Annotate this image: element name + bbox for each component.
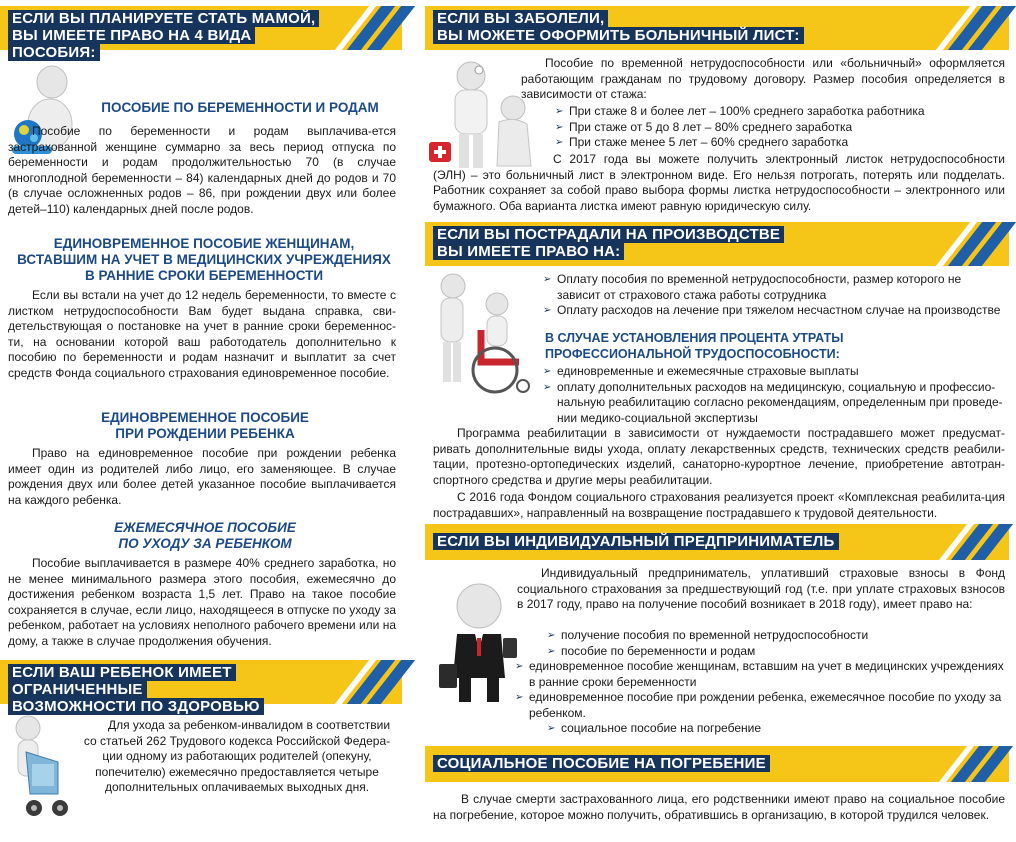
banner-sick-line2: ВЫ МОЖЕТЕ ОФОРМИТЬ БОЛЬНИЧНЫЙ ЛИСТ: [433, 27, 804, 44]
stroller-figure-icon [6, 712, 72, 822]
entrepreneur-benefit-item: ➢ единовременное пособие женщинам, вставшим на учет в медицинских учреждениях в ранние сроки беременности [515, 659, 1005, 690]
banner-mother-line1: ЕСЛИ ВЫ ПЛАНИРУЕТЕ СТАТЬ МАМОЙ, [8, 10, 319, 27]
burial-text: В случае смерти застрахованного лица, его родственники имеют право на социальное пособие на погребение, которое можно получить, обратившись в организацию, в которой трудился человек. [433, 792, 1005, 822]
birth-benefit-title-line2: ПРИ РОЖДЕНИИ РЕБЕНКА [115, 426, 295, 441]
childcare-title-line1: ЕЖЕМЕСЯЧНОЕ ПОСОБИЕ [114, 520, 296, 535]
rehab-project-text: С 2016 года Фондом социального страхования реализуется проект «Комплексная реабилита-ция пострадавших», направленный на возвращение пострадавшего к трудовой деятельности. [433, 490, 1005, 520]
banner-disabled-child [0, 660, 402, 715]
childcare-title [40, 520, 370, 552]
early-registration-title: ЕДИНОВРЕМЕННОЕ ПОСОБИЕ ЖЕНЩИНАМ, ВСТАВШИМ НА УЧЕТ В МЕДИЦИНСКИХ УЧРЕЖДЕНИЯХ В РАННИЕ СРОКИ БЕРЕМЕННОСТИ [17, 236, 391, 283]
entrepreneur-benefit-item: ➢ единовременное пособие при рождении ребенка, ежемесячное пособие по уходу за ребенком. [515, 690, 1005, 721]
banner-injury-line2: ВЫ ИМЕЕТЕ ПРАВО НА: [433, 243, 624, 260]
banner-sick [425, 6, 1009, 50]
sick-stage-item: ➢ При стаже от 5 до 8 лет – 80% среднего заработка [555, 120, 1005, 136]
wheelchair-figure-icon [431, 270, 539, 400]
entrepreneur-benefit-item: ➢ получение пособия по временной нетрудоспособности [547, 628, 1005, 644]
injury-right-item: ➢ Оплату пособия по временной нетрудоспособности, размер которого не зависит от страхового стажа работы сотрудника [543, 272, 1005, 303]
entrepreneur-benefits-list [515, 628, 1005, 737]
disability-percent-title: В СЛУЧАЕ УСТАНОВЛЕНИЯ ПРОЦЕНТА УТРАТЫ ПРОФЕССИОНАЛЬНОЙ ТРУДОСПОСОБНОСТИ: [545, 331, 844, 361]
birth-benefit-text: Право на единовременное пособие при рождении ребенка имеет один из родителей либо лицо, его заменяющее. В случае рождения двух или более детей указанное пособие выплачивается на каждого ребенка. [8, 446, 396, 507]
banner-burial [425, 746, 1009, 782]
childcare-title-line2: ПО УХОДУ ЗА РЕБЕНКОМ [118, 536, 292, 551]
sick-stage-list [555, 104, 1005, 151]
banner-mother-line2: ВЫ ИМЕЕТЕ ПРАВО НА 4 ВИДА ПОСОБИЯ: [8, 27, 255, 61]
disabled-child-text: Для ухода за ребенком-инвалидом в соответствии со статьей 262 Трудового кодекса Российской Федера-ции одному из работающих родителей (опекуну, попечителю) ежемесячно предоставляется четыре дополнительных оплачиваемых выходных дня. [83, 718, 391, 794]
sick-intro-text: Пособие по временной нетрудоспособности или «больничный» оформляется работающим гражданам по трудовому договору. Размер пособия определяется в зависимости от стажа: [521, 56, 1005, 101]
banner-injury-line1: ЕСЛИ ВЫ ПОСТРАДАЛИ НА ПРОИЗВОДСТВЕ [433, 226, 784, 243]
sick-stage-item: ➢ При стаже менее 5 лет – 60% среднего заработка [555, 135, 1005, 151]
maternity-title: ПОСОБИЕ ПО БЕРЕМЕННОСТИ И РОДАМ [101, 100, 379, 115]
entrepreneur-benefit-item: ➢ пособие по беременности и родам [547, 644, 1005, 660]
banner-mother [0, 6, 402, 61]
injury-right-item: ➢ Оплату расходов на лечение при тяжелом несчастном случае на производстве [543, 303, 1005, 319]
banner-burial-line1: СОЦИАЛЬНОЕ ПОСОБИЕ НА ПОГРЕБЕНИЕ [433, 755, 770, 772]
banner-sick-line1: ЕСЛИ ВЫ ЗАБОЛЕЛИ, [433, 10, 608, 27]
banner-disabled-child-line2: ВОЗМОЖНОСТИ ПО ЗДОРОВЬЮ [8, 698, 264, 715]
birth-benefit-title-line1: ЕДИНОВРЕМЕННОЕ ПОСОБИЕ [101, 410, 309, 425]
entrepreneur-benefit-item: ➢ социальное пособие на погребение [547, 721, 1005, 737]
sick-stage-item: ➢ При стаже 8 и более лет – 100% среднего заработка работника [555, 104, 1005, 120]
injury-rights-list [543, 272, 1005, 319]
entrepreneur-intro-text: Индивидуальный предприниматель, уплативший страховые взносы в Фонд социального страхования за предшествующий год (т.е. при уплате страховых взносов в 2017 году, право на получение пособий возникает в 2018 году), имеет право на: [517, 566, 1005, 611]
maternity-text: Пособие по беременности и родам выплачива-ется застрахованной женщине суммарно за весь период отпуска по беременности и родам продолжительностью 70 (в случае многоплодной беременности – 84) календарных дней до родов и 70 (в случае осложненных родов – 86, при рождении двух или более детей–110) календарных дней после родов. [8, 124, 396, 216]
birth-benefit-title [40, 410, 370, 442]
banner-entrepreneur [425, 524, 1009, 560]
eln-text: С 2017 года вы можете получить электронный листок нетрудоспособности (ЭЛН) – это больничный лист в электронном виде. Его нельзя потрогать, потерять или подделать. Работник сохраняет за собой право выбора формы листка нетрудоспособности – электронного или бумажного. Оба варианта листка имеют равную юридическую силу. [433, 152, 1005, 213]
rehab-program-text: Программа реабилитации в зависимости от нуждаемости пострадавшего может предусмат-ривать дополнительные виды ухода, оплату лекарственных средств, технических средств реабили-тации, протезно-ортопедических изделий, санаторно-курортное лечение, приобретение автотран-спортного средства и другие меры реабилитации. [433, 426, 1005, 487]
childcare-text: Пособие выплачивается в размере 40% среднего заработка, но не менее минимального размера этого пособия, ежемесячно до достижения ребенком возраста 1,5 лет. Право на такое пособие сохраняется в случае, если лицо, находящееся в отпуске по уходу за ребенком, работает на условиях неполного рабочего времени или на дому, а также в случае продолжения обучения. [8, 556, 396, 648]
disability-payments-list [543, 364, 1005, 426]
banner-injury [425, 222, 1009, 266]
businessman-figure-icon [433, 580, 525, 706]
disability-payment-item: ➢ оплату дополнительных расходов на медицинскую, социальную и профессио-нальную реабилитацию согласно рекомендациям, определенным при проведе-нии медико-социальной экспертизы [543, 380, 1005, 427]
disability-payment-item: ➢ единовременные и ежемесячные страховые выплаты [543, 364, 1005, 380]
early-registration-text: Если вы встали на учет до 12 недель беременности, то вместе с листком нетрудоспособности Вам будет выдана справка, сви-детельствующая о постановке на учет в ранние сроки беременнос-ти, на основании которой ваш работодатель дополнительно к пособию по беременности и родам назначит и выплатит за счет средств Фонда социального страхования единовременное пособие. [8, 288, 396, 380]
banner-disabled-child-line1: ЕСЛИ ВАШ РЕБЕНОК ИМЕЕТ ОГРАНИЧЕННЫЕ [8, 664, 236, 698]
banner-entrepreneur-line1: ЕСЛИ ВЫ ИНДИВИДУАЛЬНЫЙ ПРЕДПРИНИМАТЕЛЬ [433, 533, 839, 550]
